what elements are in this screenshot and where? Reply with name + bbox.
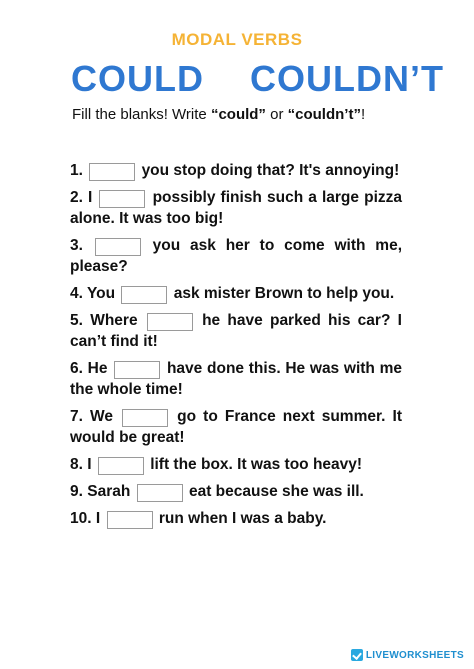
- exercise-text: possibly finish such a large pizza alone. It was too big!: [70, 189, 403, 227]
- exercise-number: 7.: [70, 408, 83, 425]
- exercise-text: lift the box. It was too heavy!: [150, 456, 363, 473]
- liveworksheets-logo: [351, 649, 464, 661]
- exercise-item: [70, 310, 402, 352]
- instruction: [72, 106, 365, 123]
- answer-input[interactable]: [147, 313, 193, 331]
- answer-input[interactable]: [107, 511, 153, 529]
- instruction-tail: !: [360, 106, 366, 123]
- exercise-text-before: I: [95, 510, 101, 527]
- answer-input[interactable]: [89, 163, 135, 181]
- exercise-number: 2.: [70, 189, 83, 206]
- exercise-item: [70, 235, 402, 277]
- exercise-item: [70, 160, 402, 181]
- logo-text: LIVEWORKSHEETS: [365, 649, 464, 661]
- exercise-text-before: Where: [90, 312, 138, 329]
- exercise-number: 10.: [70, 510, 92, 527]
- exercise-number: 6.: [70, 360, 83, 377]
- exercise-number: 4.: [70, 285, 83, 302]
- answer-input[interactable]: [95, 238, 141, 256]
- instruction-option-could: “could”: [210, 106, 266, 123]
- instruction-option-couldnt: “couldn’t”: [287, 106, 361, 123]
- exercise-text-before: I: [87, 456, 92, 473]
- exercise-item: [70, 454, 402, 475]
- exercise-item: [70, 508, 402, 529]
- instruction-mid: or: [265, 106, 288, 123]
- instruction-lead: Fill the blanks! Write: [72, 106, 211, 123]
- exercise-item: [70, 187, 402, 229]
- heading-row: [0, 58, 474, 108]
- answer-input[interactable]: [99, 190, 145, 208]
- exercise-text: run when I was a baby.: [158, 510, 327, 527]
- exercise-text: have done this. He was with me the whole time!: [70, 360, 403, 398]
- answer-input[interactable]: [121, 286, 167, 304]
- exercise-text-before: I: [88, 189, 93, 206]
- exercise-item: [70, 481, 402, 502]
- exercise-number: 8.: [70, 456, 83, 473]
- exercise-item: [70, 406, 402, 448]
- answer-input[interactable]: [137, 484, 183, 502]
- answer-input[interactable]: [122, 409, 168, 427]
- exercise-text-before: Sarah: [87, 483, 131, 500]
- exercise-text-before: He: [87, 360, 108, 377]
- exercise-number: 9.: [70, 483, 83, 500]
- exercise-number: 1.: [70, 162, 83, 179]
- exercise-text: go to France next summer. It would be great!: [70, 408, 402, 446]
- exercise-text: you stop doing that? It's annoying!: [141, 162, 400, 179]
- exercise-item: [70, 283, 402, 304]
- heading-couldnt: COULDN’T: [250, 58, 444, 99]
- answer-input[interactable]: [114, 361, 160, 379]
- exercise-text: eat because she was ill.: [188, 483, 364, 500]
- heading-could: COULD: [71, 58, 204, 99]
- exercise-text: ask mister Brown to help you.: [173, 285, 395, 302]
- exercise-text: you ask her to come with me, please?: [70, 237, 402, 275]
- exercise-text-before: We: [90, 408, 113, 425]
- exercise-number: 3.: [70, 237, 83, 254]
- exercise-list: [70, 160, 402, 535]
- answer-input[interactable]: [98, 457, 144, 475]
- exercise-text: he have parked his car? I can’t find it!: [70, 312, 402, 350]
- exercise-number: 5.: [70, 312, 83, 329]
- worksheet-topic: MODAL VERBS: [171, 30, 303, 49]
- exercise-item: [70, 358, 402, 400]
- exercise-text-before: You: [86, 285, 116, 302]
- checkmark-icon: [351, 649, 363, 661]
